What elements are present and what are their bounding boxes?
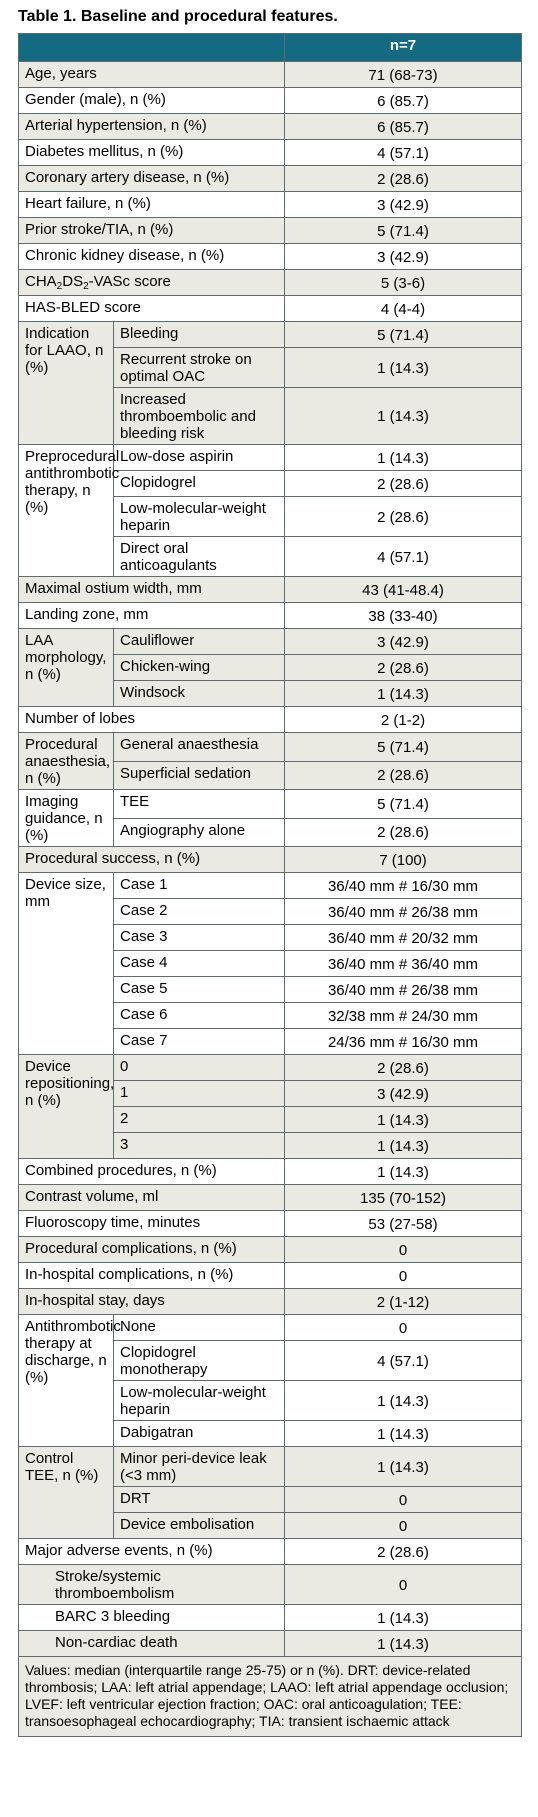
subrow-value: 0: [285, 1487, 522, 1513]
table-row: [19, 140, 522, 166]
subrow-value: 32/38 mm # 24/30 mm: [285, 1003, 522, 1029]
subrow-value: 2 (28.6): [285, 497, 522, 537]
subrow-label: Case 7: [114, 1029, 285, 1055]
subrow-value: 4 (57.1): [285, 1341, 522, 1381]
group-label: LAA morphology, n (%): [19, 629, 114, 707]
table-row: [19, 1605, 522, 1631]
row-label: Coronary artery disease, n (%): [19, 166, 285, 192]
row-label: Combined procedures, n (%): [19, 1159, 285, 1185]
row-value: 3 (42.9): [285, 192, 522, 218]
table-row: [19, 1263, 522, 1289]
row-value: 53 (27-58): [285, 1211, 522, 1237]
row-value: 4 (57.1): [285, 140, 522, 166]
group-label: Antithrombotic therapy at discharge, n (%): [19, 1315, 114, 1447]
table-row: [19, 1185, 522, 1211]
score-subscript: 2: [83, 281, 89, 292]
score-label-part: CHA: [25, 273, 57, 290]
row-label: Arterial hypertension, n (%): [19, 114, 285, 140]
subrow-label: Case 4: [114, 951, 285, 977]
subrow-value: 1 (14.3): [285, 681, 522, 707]
row-label: Diabetes mellitus, n (%): [19, 140, 285, 166]
group-label: Imaging guidance, n (%): [19, 790, 114, 847]
row-label: Major adverse events, n (%): [19, 1539, 285, 1565]
table-row: [19, 1055, 522, 1081]
table-body: [19, 62, 522, 1657]
subrow-value: 2 (28.6): [285, 655, 522, 681]
subrow-label: TEE: [114, 790, 285, 819]
subrow-label: 1: [114, 1081, 285, 1107]
row-value: 6 (85.7): [285, 88, 522, 114]
table-row: [19, 270, 522, 296]
subrow-label: Device embolisation: [114, 1513, 285, 1539]
subrow-value: 24/36 mm # 16/30 mm: [285, 1029, 522, 1055]
table-row: [19, 1237, 522, 1263]
table-header-row: [19, 34, 522, 62]
row-value: 2 (1-12): [285, 1289, 522, 1315]
group-label: Procedural anaesthesia, n (%): [19, 733, 114, 790]
subrow-label: DRT: [114, 1487, 285, 1513]
subrow-label: Increased thromboembolic and bleeding risk: [114, 388, 285, 445]
subrow-value: 36/40 mm # 26/38 mm: [285, 899, 522, 925]
subrow-label: 2: [114, 1107, 285, 1133]
row-label: Landing zone, mm: [19, 603, 285, 629]
table-row: [19, 296, 522, 322]
subrow-value: 4 (57.1): [285, 537, 522, 577]
table-row: [19, 114, 522, 140]
subrow-value: 0: [285, 1513, 522, 1539]
subrow-label: 3: [114, 1133, 285, 1159]
subrow-value: 1 (14.3): [285, 1133, 522, 1159]
row-label: Procedural success, n (%): [19, 847, 285, 873]
table-row: [19, 1315, 522, 1341]
row-value: 2 (28.6): [285, 166, 522, 192]
row-label: Number of lobes: [19, 707, 285, 733]
subrow-value: 1 (14.3): [285, 445, 522, 471]
subrow-value: 1 (14.3): [285, 388, 522, 445]
row-value: 43 (41-48.4): [285, 577, 522, 603]
row-value: 4 (4-4): [285, 296, 522, 322]
table-row: [19, 1159, 522, 1185]
subrow-value: 1 (14.3): [285, 348, 522, 388]
table-footnote: Values: median (interquartile range 25-75) or n (%). DRT: device-related thrombosis; LAA: left atrial appendage; LAAO: left atrial appendage occlusion; LVEF: left ventricular ejection fraction; OAC: oral anticoagulation; TEE: transoesophageal echocardiography; TIA: transient ischaemic attack: [19, 1657, 522, 1737]
subrow-label: General anaesthesia: [114, 733, 285, 762]
subrow-value: 36/40 mm # 16/30 mm: [285, 873, 522, 899]
subrow-value: 1 (14.3): [285, 1447, 522, 1487]
table-row: [19, 166, 522, 192]
table-row: [19, 88, 522, 114]
row-value: 135 (70-152): [285, 1185, 522, 1211]
row-label: Gender (male), n (%): [19, 88, 285, 114]
table-row: [19, 445, 522, 471]
row-value: 3 (42.9): [285, 244, 522, 270]
subrow-label: Direct oral anticoagulants: [114, 537, 285, 577]
table-row: [19, 1447, 522, 1487]
table-row: [19, 1631, 522, 1657]
row-label: Prior stroke/TIA, n (%): [19, 218, 285, 244]
subrow-label: Clopidogrel: [114, 471, 285, 497]
score-subscript: 2: [56, 281, 63, 292]
row-value: 5 (3-6): [285, 270, 522, 296]
row-value: 0: [285, 1237, 522, 1263]
group-label: Preprocedural antithrombotic therapy, n (%): [19, 445, 114, 577]
subrow-label: Case 5: [114, 977, 285, 1003]
subrow-label: Case 1: [114, 873, 285, 899]
row-value: 1 (14.3): [285, 1631, 522, 1657]
table-row: [19, 577, 522, 603]
table-row: [19, 629, 522, 655]
table-row: [19, 733, 522, 762]
score-label-part: -VASc score: [88, 273, 171, 290]
row-label: In-hospital stay, days: [19, 1289, 285, 1315]
subrow-label: Clopidogrel monotherapy: [114, 1341, 285, 1381]
table-row: [19, 322, 522, 348]
subrow-label: Low-molecular-weight heparin: [114, 1381, 285, 1421]
table-row: [19, 244, 522, 270]
group-label: Indication for LAAO, n (%): [19, 322, 114, 445]
row-value: 2 (1-2): [285, 707, 522, 733]
subrow-value: 36/40 mm # 26/38 mm: [285, 977, 522, 1003]
subrow-value: 1 (14.3): [285, 1107, 522, 1133]
row-label: Fluoroscopy time, minutes: [19, 1211, 285, 1237]
subrow-value: 36/40 mm # 36/40 mm: [285, 951, 522, 977]
table-row: [19, 1289, 522, 1315]
table-row: [19, 847, 522, 873]
subrow-label: 0: [114, 1055, 285, 1081]
subrow-label: Case 3: [114, 925, 285, 951]
subrow-label: Case 6: [114, 1003, 285, 1029]
subrow-value: 2 (28.6): [285, 471, 522, 497]
subrow-value: 1 (14.3): [285, 1421, 522, 1447]
subrow-value: 36/40 mm # 20/32 mm: [285, 925, 522, 951]
row-value: 1 (14.3): [285, 1605, 522, 1631]
table-row: [19, 218, 522, 244]
subrow-label: Cauliflower: [114, 629, 285, 655]
row-label: Contrast volume, ml: [19, 1185, 285, 1211]
subrow-value: 2 (28.6): [285, 761, 522, 790]
subrow-value: 3 (42.9): [285, 629, 522, 655]
table-title: Table 1. Baseline and procedural features.: [18, 8, 338, 25]
subrow-value: 2 (28.6): [285, 818, 522, 847]
row-label: Heart failure, n (%): [19, 192, 285, 218]
subrow-label: Windsock: [114, 681, 285, 707]
row-value: 7 (100): [285, 847, 522, 873]
row-value: 0: [285, 1565, 522, 1605]
table-row: [19, 603, 522, 629]
subrow-label: Low-dose aspirin: [114, 445, 285, 471]
row-label: BARC 3 bleeding: [19, 1605, 285, 1631]
table-row: [19, 790, 522, 819]
group-label: Device repositioning, n (%): [19, 1055, 114, 1159]
row-value: 5 (71.4): [285, 218, 522, 244]
table-row: [19, 1211, 522, 1237]
row-label: HAS-BLED score: [19, 296, 285, 322]
baseline-features-table: [18, 33, 522, 1737]
row-value: 1 (14.3): [285, 1159, 522, 1185]
subrow-label: Recurrent stroke on optimal OAC: [114, 348, 285, 388]
row-label: Age, years: [19, 62, 285, 88]
subrow-value: 5 (71.4): [285, 790, 522, 819]
row-label: Chronic kidney disease, n (%): [19, 244, 285, 270]
table-row: [19, 1565, 522, 1605]
subrow-label: None: [114, 1315, 285, 1341]
row-label: Stroke/systemic thromboembolism: [19, 1565, 285, 1605]
subrow-label: Bleeding: [114, 322, 285, 348]
subrow-label: Low-molecular-weight heparin: [114, 497, 285, 537]
row-value: 6 (85.7): [285, 114, 522, 140]
subrow-label: Case 2: [114, 899, 285, 925]
group-label: Control TEE, n (%): [19, 1447, 114, 1539]
row-label: Maximal ostium width, mm: [19, 577, 285, 603]
subrow-value: 2 (28.6): [285, 1055, 522, 1081]
table-row: [19, 1539, 522, 1565]
subrow-value: 0: [285, 1315, 522, 1341]
subrow-label: Dabigatran: [114, 1421, 285, 1447]
row-label: [19, 270, 285, 296]
subrow-value: 1 (14.3): [285, 1381, 522, 1421]
subrow-value: 5 (71.4): [285, 733, 522, 762]
subrow-value: 3 (42.9): [285, 1081, 522, 1107]
subrow-label: Chicken-wing: [114, 655, 285, 681]
row-value: 0: [285, 1263, 522, 1289]
subrow-value: 5 (71.4): [285, 322, 522, 348]
table-row: [19, 62, 522, 88]
table-row: [19, 707, 522, 733]
subrow-label: Angiography alone: [114, 818, 285, 847]
row-label: In-hospital complications, n (%): [19, 1263, 285, 1289]
row-value: 71 (68-73): [285, 62, 522, 88]
row-label: Non-cardiac death: [19, 1631, 285, 1657]
row-value: 2 (28.6): [285, 1539, 522, 1565]
row-label: Procedural complications, n (%): [19, 1237, 285, 1263]
footnote-row: [19, 1657, 522, 1737]
subrow-label: Superficial sedation: [114, 761, 285, 790]
header-label-cell: [19, 34, 285, 62]
table-row: [19, 873, 522, 899]
table-row: [19, 192, 522, 218]
subrow-label: Minor peri-device leak (<3 mm): [114, 1447, 285, 1487]
row-value: 38 (33-40): [285, 603, 522, 629]
score-label-part: DS: [62, 273, 84, 290]
header-n-cell: n=7: [285, 34, 522, 62]
group-label: Device size, mm: [19, 873, 114, 1055]
